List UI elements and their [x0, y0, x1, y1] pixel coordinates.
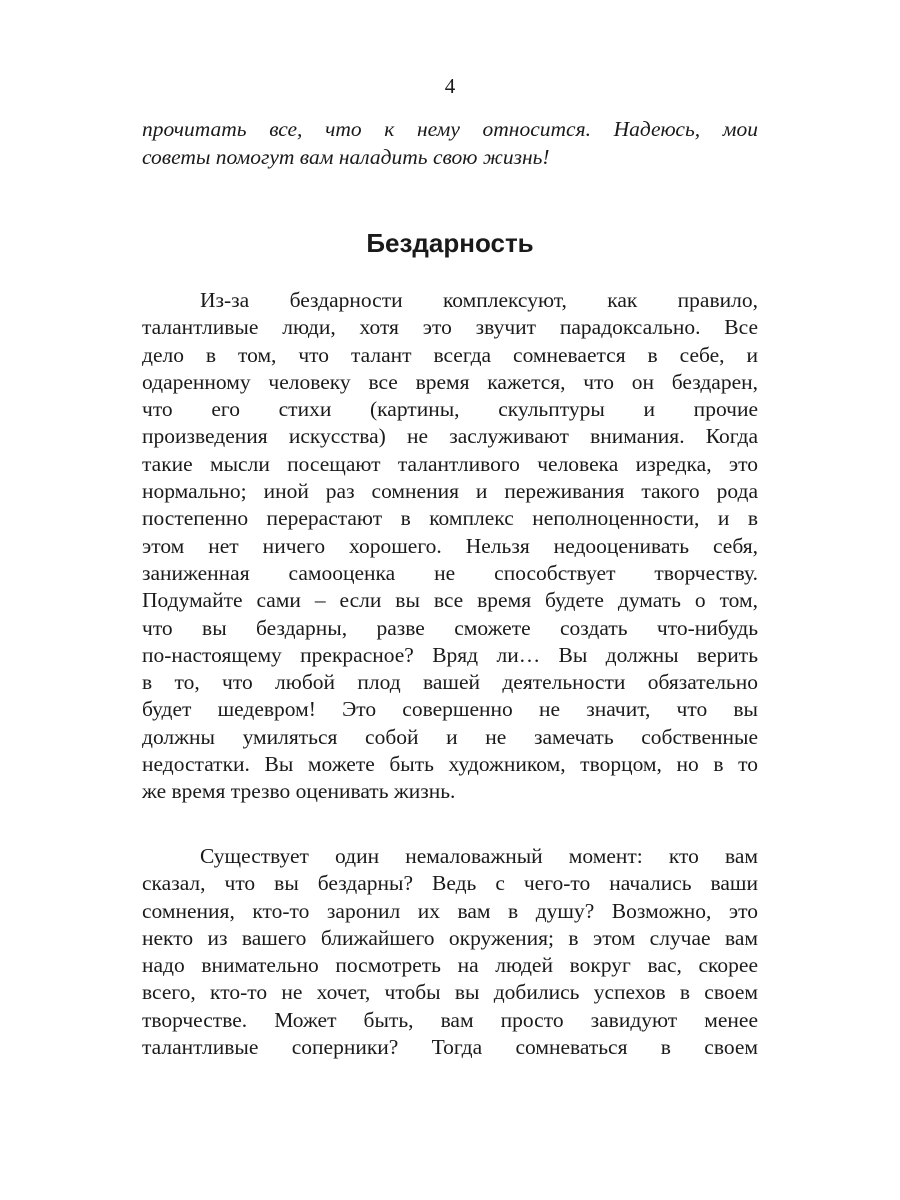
text-line: что вы бездарны, разве сможете создать что-нибудь — [142, 615, 758, 640]
text-line: прочитать все, что к нему относится. Надеюсь, мои — [142, 117, 758, 141]
text-line: произведения искусства) не заслуживают внимания. Когда — [142, 424, 758, 449]
page-number: 4 — [444, 74, 456, 98]
body-paragraph-1 — [142, 287, 758, 806]
text-line: творчестве. Может быть, вам просто завидуют менее — [142, 1007, 758, 1032]
text-line: советы помогут вам наладить свою жизнь! — [142, 144, 550, 169]
text-line: по-настоящему прекрасное? Вряд ли… Вы должны верить — [142, 642, 758, 667]
text-line: надо внимательно посмотреть на людей вокруг вас, скорее — [142, 953, 758, 978]
text-line: некто из вашего ближайшего окружения; в этом случае вам — [142, 925, 758, 950]
text-line: недостатки. Вы можете быть художником, творцом, но в то — [142, 752, 758, 777]
text-line: будет шедевром! Это совершенно не значит, что вы — [142, 697, 758, 722]
text-line: заниженная самооценка не способствует творчеству. — [142, 560, 758, 585]
text-line: должны умиляться собой и не замечать собственные — [142, 724, 758, 749]
text-line: такие мысли посещают талантливого человека изредка, это — [142, 451, 758, 476]
text-line: одаренному человеку все время кажется, что он бездарен, — [142, 369, 758, 394]
text-line: сомнения, кто-то заронил их вам в душу? Возможно, это — [142, 898, 758, 923]
body-paragraph-2 — [142, 843, 758, 1061]
text-line: талантливые люди, хотя это звучит парадоксально. Все — [142, 315, 758, 340]
text-line: этом нет ничего хорошего. Нельзя недооценивать себя, — [142, 533, 758, 558]
intro-paragraph — [142, 116, 758, 171]
text-line: Из-за бездарности комплексуют, как правило, — [200, 288, 758, 312]
text-line: же время трезво оценивать жизнь. — [142, 779, 456, 804]
text-line: сказал, что вы бездарны? Ведь с чего-то начались ваши — [142, 871, 758, 896]
text-line: нормально; иной раз сомнения и переживания такого рода — [142, 479, 758, 504]
text-line: дело в том, что талант всегда сомневается в себе, и — [142, 342, 758, 367]
text-line: Подумайте сами – если вы все время будете думать о том, — [142, 588, 758, 613]
text-line: Существует один немаловажный момент: кто вам — [200, 844, 758, 868]
text-line: постепенно перерастают в комплекс неполноценности, и в — [142, 506, 758, 531]
section-heading: Бездарность — [366, 228, 534, 258]
text-line: в то, что любой плод вашей деятельности обязательно — [142, 670, 758, 695]
text-line: что его стихи (картины, скульптуры и прочие — [142, 397, 758, 422]
text-line: талантливые соперники? Тогда сомневаться в своем — [142, 1035, 758, 1060]
text-line: всего, кто-то не хочет, чтобы вы добились успехов в своем — [142, 980, 758, 1005]
